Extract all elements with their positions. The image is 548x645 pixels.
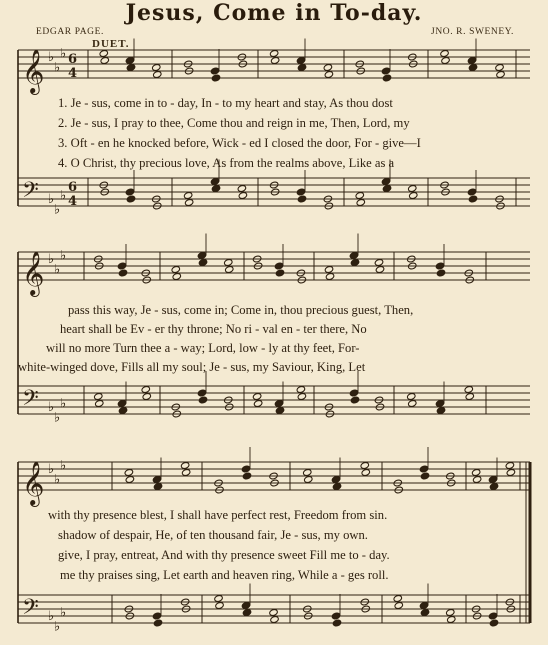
- note-head: [471, 469, 480, 477]
- note-head: [506, 469, 515, 477]
- treble-clef-icon: 𝄞: [22, 49, 45, 93]
- note-head: [361, 469, 370, 477]
- flat-sign-icon: ♭: [48, 462, 55, 477]
- note-head: [241, 602, 250, 610]
- note-head: [303, 469, 312, 477]
- flat-sign-icon: ♭: [48, 192, 55, 207]
- time-signature-icon: 4: [68, 194, 78, 209]
- note-head: [181, 469, 190, 477]
- time-signature-icon: 6: [68, 52, 78, 67]
- flat-sign-icon: ♭: [60, 188, 67, 204]
- lyric-line-3: give, I pray, entreat, And with thy presence sweet Fill me to - day.: [58, 548, 390, 562]
- lyric-line-1: 1. Je - sus, come in to - day, In - to my heart and stay, As thou dost: [58, 96, 393, 110]
- note-head: [447, 616, 456, 624]
- note-head: [489, 483, 498, 491]
- bass-clef-icon: 𝄢: [22, 595, 39, 625]
- performance-marking: DUET.: [92, 38, 130, 50]
- note-head: [214, 595, 223, 603]
- note-head: [180, 462, 189, 470]
- flat-sign-icon: ♭: [48, 609, 55, 624]
- note-head: [153, 619, 162, 627]
- lyric-line-1: with thy presence blest, I shall have perfect rest, Freedom from sin.: [48, 508, 388, 522]
- note-head: [215, 602, 224, 610]
- note-head: [393, 595, 402, 603]
- note-head: [124, 469, 133, 477]
- note-head: [332, 483, 341, 491]
- bass-clef-icon: 𝄢: [22, 178, 39, 208]
- note-head: [419, 602, 428, 610]
- note-head: [331, 612, 340, 620]
- note-head: [489, 619, 498, 627]
- bass-clef-icon: 𝄢: [22, 386, 39, 416]
- treble-clef-icon: 𝄞: [22, 251, 45, 295]
- lyric-line-3: 3. Oft - en he knocked before, Wick - ed I closed the door, For - give—I: [58, 136, 421, 150]
- note-head: [242, 472, 251, 480]
- flat-sign-icon: ♭: [54, 262, 61, 278]
- note-head: [269, 609, 278, 617]
- note-head: [419, 465, 428, 473]
- lyric-line-2: heart shall be Ev - er thy throne; No ri - val en - ter there, No: [60, 322, 367, 336]
- flat-sign-icon: ♭: [54, 202, 61, 218]
- flat-sign-icon: ♭: [48, 252, 55, 267]
- lyric-line-3: will no more Turn thee a - way; Lord, low - ly at thy feet, For-: [46, 341, 360, 355]
- note-head: [152, 612, 161, 620]
- flat-sign-icon: ♭: [48, 400, 55, 415]
- flat-sign-icon: ♭: [60, 396, 67, 412]
- treble-clef-icon: 𝄞: [22, 461, 45, 505]
- note-head: [446, 609, 455, 617]
- note-head: [505, 462, 514, 470]
- composer-credit: JNO. R. SWENEY.: [431, 27, 514, 37]
- lyric-line-1: pass this way, Je - sus, come in; Come in, thou precious guest, Then,: [68, 303, 414, 317]
- flat-sign-icon: ♭: [60, 46, 67, 62]
- flat-sign-icon: ♭: [60, 248, 67, 264]
- flat-sign-icon: ♭: [48, 50, 55, 65]
- flat-sign-icon: ♭: [54, 410, 61, 426]
- note-head: [394, 602, 403, 610]
- note-head: [153, 483, 162, 491]
- note-head: [332, 619, 341, 627]
- note-head: [331, 476, 340, 484]
- flat-sign-icon: ♭: [54, 619, 61, 635]
- note-head: [420, 472, 429, 480]
- note-head: [125, 476, 134, 484]
- note-head: [242, 609, 251, 617]
- note-head: [304, 476, 313, 484]
- flat-sign-icon: ♭: [60, 458, 67, 474]
- lyric-line-4: me thy praises sing, Let earth and heaven ring, While a - ges roll.: [60, 568, 389, 582]
- flat-sign-icon: ♭: [54, 472, 61, 488]
- note-head: [241, 465, 250, 473]
- note-head: [360, 462, 369, 470]
- note-head: [472, 476, 481, 484]
- flat-sign-icon: ♭: [60, 605, 67, 621]
- note-head: [152, 476, 161, 484]
- time-signature-icon: 4: [68, 66, 78, 81]
- lyric-line-2: 2. Je - sus, I pray to thee, Come thou and reign in me, Then, Lord, my: [58, 116, 410, 130]
- lyricist-credit: EDGAR PAGE.: [36, 27, 105, 37]
- note-head: [270, 616, 279, 624]
- time-signature-icon: 6: [68, 180, 78, 195]
- lyric-line-4: 4. O Christ, thy precious love, As from the realms above, Like as a: [58, 156, 395, 170]
- note-head: [488, 476, 497, 484]
- note-head: [420, 609, 429, 617]
- lyric-line-4: white-winged dove, Fills all my soul; Je - sus, my Saviour, King, Let: [18, 360, 366, 374]
- note-head: [488, 612, 497, 620]
- lyric-line-2: shadow of despair, He, of ten thousand fair, Je - sus, my own.: [58, 528, 368, 542]
- flat-sign-icon: ♭: [54, 60, 61, 76]
- hymn-title: Jesus, Come in To-day.: [125, 0, 423, 26]
